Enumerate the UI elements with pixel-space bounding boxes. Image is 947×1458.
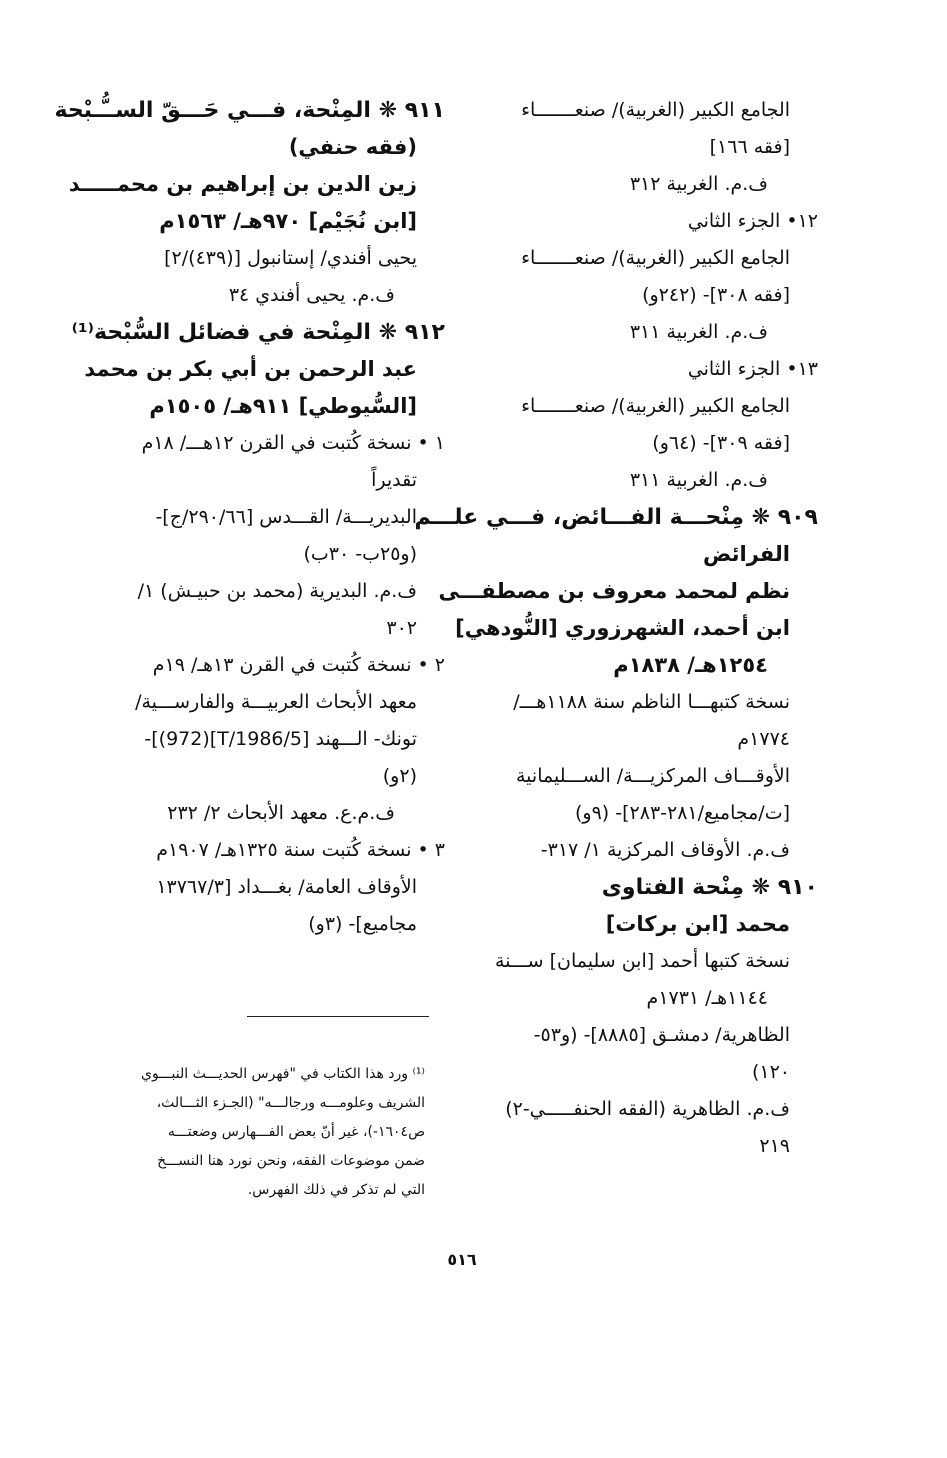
right-column-line: الجامع الكبير (الغربية)/ صنعـــــــاء bbox=[521, 395, 790, 417]
right-column-line: ف.م. الغربية ٣١٢ bbox=[629, 173, 768, 195]
right-column-line: ف.م. الغربية ٣١١ bbox=[629, 469, 768, 491]
right-column-line: ١٣• الجزء الثاني bbox=[687, 358, 818, 380]
right-column-line: الفرائض bbox=[703, 542, 790, 566]
right-column-line: نسخة كتبهـــا الناظم سنة ١١٨٨هـــ/ bbox=[513, 691, 790, 713]
left-column-line: البديريـــة/ القـــدس [٢٩٠/٦٦/ج]- bbox=[155, 506, 417, 528]
right-column-line: محمد [ابن بركات] bbox=[605, 912, 790, 936]
right-column-line: [ت/مجاميع/٢٨١-٢٨٣]- (٩و) bbox=[574, 802, 790, 824]
left-column-line: يحيى أفندي/ إستانبول [(٤٣٩)/٢] bbox=[164, 247, 417, 269]
footnote-line: التي لم تذكر في ذلك الفهرس. bbox=[247, 1182, 425, 1198]
right-column-line: ١٢٥٤هـ/ ١٨٣٨م bbox=[613, 653, 768, 677]
right-column-line: ٩٠٩ ❋ مِنْحـــة الفـــائض، فـــي علـــم bbox=[414, 505, 818, 530]
right-column-line: ابن أحمد، الشهرزوري [النُّودهي] bbox=[455, 616, 790, 640]
right-column-line: ١٢٠) bbox=[751, 1061, 790, 1083]
left-column-line: (و٢٥ب- ٣٠ب) bbox=[303, 543, 417, 565]
left-column-line: (فقه حنفي) bbox=[288, 135, 417, 159]
right-column-line: نظم لمحمد معروف بن مصطفـــى bbox=[438, 579, 790, 603]
right-column-line: ١٢• الجزء الثاني bbox=[687, 210, 818, 232]
left-column-line: ف.م. البديرية (محمد بن حبيـش) ١/ bbox=[137, 580, 417, 602]
footnote-line: الشريف وعلومـــه ورجالـــه" (الجـزء الثـــالث، bbox=[156, 1095, 425, 1111]
left-column-line: ف.م. يحيى أفندي ٣٤ bbox=[228, 284, 395, 306]
right-column-line: [فقه ١٦٦] bbox=[709, 136, 790, 158]
right-column-line: ف.م. الأوقاف المركزية ١/ ٣١٧- bbox=[540, 839, 790, 861]
right-column-line: نسخة كتبها أحمد [ابن سليمان] ســـنة bbox=[495, 950, 790, 972]
left-column-line: ٣٠٢ bbox=[386, 617, 417, 639]
footnote-line: ص١٦٠٤-)، غير أنّ بعض الفـــهارس وضعتـــه bbox=[167, 1124, 425, 1140]
right-column-line: ف.م. الظاهرية (الفقه الحنفـــــي-٢) bbox=[505, 1098, 790, 1120]
left-column-line: عبد الرحمن بن أبي بكر بن محمد bbox=[84, 357, 417, 381]
left-column-line: معهد الأبحاث العربيـــة والفارســـية/ bbox=[135, 691, 417, 713]
left-column-line: ف.م.ع. معهد الأبحاث ٢/ ٢٣٢ bbox=[167, 802, 395, 824]
right-column-line: الجامع الكبير (الغربية)/ صنعـــــــاء bbox=[521, 247, 790, 269]
right-column-line: الظاهرية/ دمشـق [٨٨٨٥]- (و٥٣- bbox=[533, 1024, 790, 1046]
left-column-line: تونك- الـــهند [T/1986/5](972)]- bbox=[144, 728, 417, 750]
right-column-line: ٩١٠ ❋ مِنْحة الفتاوى bbox=[601, 875, 818, 900]
left-column-line: ٢ • نسخة كُتبت في القرن ١٣هـ/ ١٩م bbox=[152, 654, 445, 676]
right-column-line: [فقه ٣٠٨]- (٢٤٢و) bbox=[642, 284, 790, 306]
left-column-line: تقديراً bbox=[371, 469, 417, 491]
right-column-line: الجامع الكبير (الغربية)/ صنعـــــــاء bbox=[521, 99, 790, 121]
left-column-line: [السُّيوطي] ٩١١هـ/ ١٥٠٥م bbox=[149, 394, 417, 418]
right-column-line: الأوقـــاف المركزيـــة/ الســـليمانية bbox=[516, 765, 790, 787]
right-column-line: [فقه ٣٠٩]- (٦٤و) bbox=[652, 432, 790, 454]
left-column-line: ٩١١ ❋ المِنْحة، فـــي حَـــقّ الســُّـبْحة bbox=[54, 98, 445, 123]
page-number: ٥١٦ bbox=[447, 1250, 477, 1269]
left-column-line: زين الدين بن إبراهيم بن محمـــــد bbox=[68, 172, 417, 196]
right-column-line: ف.م. الغربية ٣١١ bbox=[629, 321, 768, 343]
footnote-line: ⁽¹⁾ ورد هذا الكتاب في "فهرس الحديـــث النبـــوي bbox=[141, 1066, 425, 1082]
footnote-divider bbox=[247, 1016, 429, 1017]
left-column-line: [ابن نُجَيْم] ٩٧٠هـ/ ١٥٦٣م bbox=[159, 209, 417, 233]
left-column-line: ٣ • نسخة كُتبت سنة ١٣٢٥هـ/ ١٩٠٧م bbox=[156, 839, 445, 861]
left-column-line: ٩١٢ ❋ المِنْحة في فضائل السُّبْحة⁽¹⁾ bbox=[71, 320, 445, 345]
right-column bbox=[414, 92, 818, 1165]
left-column-line: الأوقاف العامة/ بغـــداد [١٣٧٦٧/٣ bbox=[156, 876, 417, 898]
left-column-line: ١ • نسخة كُتبت في القرن ١٢هـــ/ ١٨م bbox=[141, 432, 445, 454]
left-column bbox=[54, 92, 445, 943]
right-column-line: ١١٤٤هـ/ ١٧٣١م bbox=[646, 987, 768, 1009]
footnote bbox=[100, 1060, 425, 1205]
left-column-line: (٢و) bbox=[382, 765, 417, 787]
footnote-line: ضمن موضوعات الفقه، ونحن نورد هنا النســـخ bbox=[157, 1153, 425, 1169]
left-column-line: مجاميع]- (٣و) bbox=[308, 913, 417, 935]
right-column-line: ٢١٩ bbox=[759, 1135, 790, 1157]
right-column-line: ١٧٧٤م bbox=[737, 728, 790, 750]
